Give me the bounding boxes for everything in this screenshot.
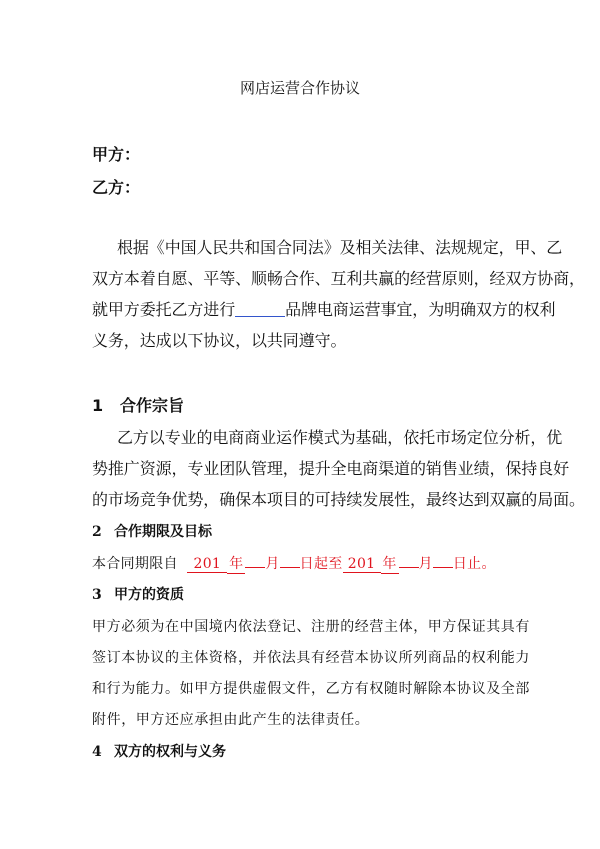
intro-line-4: 义务，达成以下协议，以共同遵守。 (92, 331, 347, 350)
intro-line-3-before: 就甲方委托乙方进行 (92, 300, 236, 319)
section-1-heading (92, 393, 184, 416)
intro-line-1: 根据《中国人民共和国合同法》及相关法律、法规规定，甲、乙 (117, 238, 563, 257)
intro-line-3 (92, 297, 555, 320)
section-2-number: 2 (92, 524, 102, 540)
section-3-title: 甲方的资质 (114, 587, 184, 603)
section-4-title: 双方的权利与义务 (114, 744, 226, 760)
start-day-label: 日起至 (299, 556, 343, 572)
end-month-label: 月 (418, 556, 433, 572)
section-1-line-2: 势推广资源，专业团队管理，提升全电商渠道的销售业绩，保持良好 (92, 459, 570, 478)
section-3-line-4: 附件，甲方还应承担由此产生的法律责任。 (92, 712, 370, 728)
start-year-field[interactable]: 201 (187, 556, 227, 573)
party-a-label: 甲方： (92, 145, 141, 164)
section-1-line-1: 乙方以专业的电商商业运作模式为基础，依托市场定位分析，优 (117, 428, 563, 447)
end-year-label: 年 (381, 553, 399, 574)
document-title: 网店运营合作协议 (239, 79, 360, 97)
section-1-title: 合作宗旨 (120, 396, 185, 415)
intro-line-2: 双方本着自愿、平等、顺畅合作、互利共赢的经营原则，经双方协商， (92, 269, 585, 288)
end-year-field[interactable]: 201 (343, 556, 381, 573)
start-day-field[interactable] (280, 567, 300, 568)
start-month-field[interactable] (245, 567, 265, 568)
section-3-line-2: 签订本协议的主体资格，并依法具有经营本协议所列商品的权利能力 (92, 650, 530, 666)
section-1-number: 1 (92, 396, 104, 415)
end-day-field[interactable] (433, 567, 453, 568)
section-3-heading (92, 584, 184, 604)
section-4-heading (92, 741, 226, 761)
section-4-number: 4 (92, 744, 102, 760)
contract-term-line (92, 553, 496, 574)
section-2-heading (92, 521, 212, 541)
start-month-label: 月 (265, 556, 280, 572)
section-3-line-3: 和行为能力。如甲方提供虚假文件，乙方有权随时解除本协议及全部 (92, 681, 530, 697)
intro-line-3-after: 品牌电商运营事宜，为明确双方的权利 (285, 300, 556, 319)
section-3-line-1: 甲方必须为在中国境内依法登记、注册的经营主体，甲方保证其具有 (92, 619, 530, 635)
start-year-label: 年 (227, 553, 245, 574)
term-dates (187, 556, 495, 572)
term-prefix: 本合同期限自 (92, 556, 178, 572)
party-b-label: 乙方： (92, 178, 141, 197)
end-month-field[interactable] (399, 567, 419, 568)
brand-name-blank[interactable] (235, 299, 285, 317)
section-2-title: 合作期限及目标 (114, 524, 212, 540)
end-day-label: 日止。 (452, 556, 496, 572)
section-3-number: 3 (92, 587, 102, 603)
section-1-line-3: 的市场竞争优势，确保本项目的可持续发展性，最终达到双赢的局面。 (92, 490, 585, 509)
